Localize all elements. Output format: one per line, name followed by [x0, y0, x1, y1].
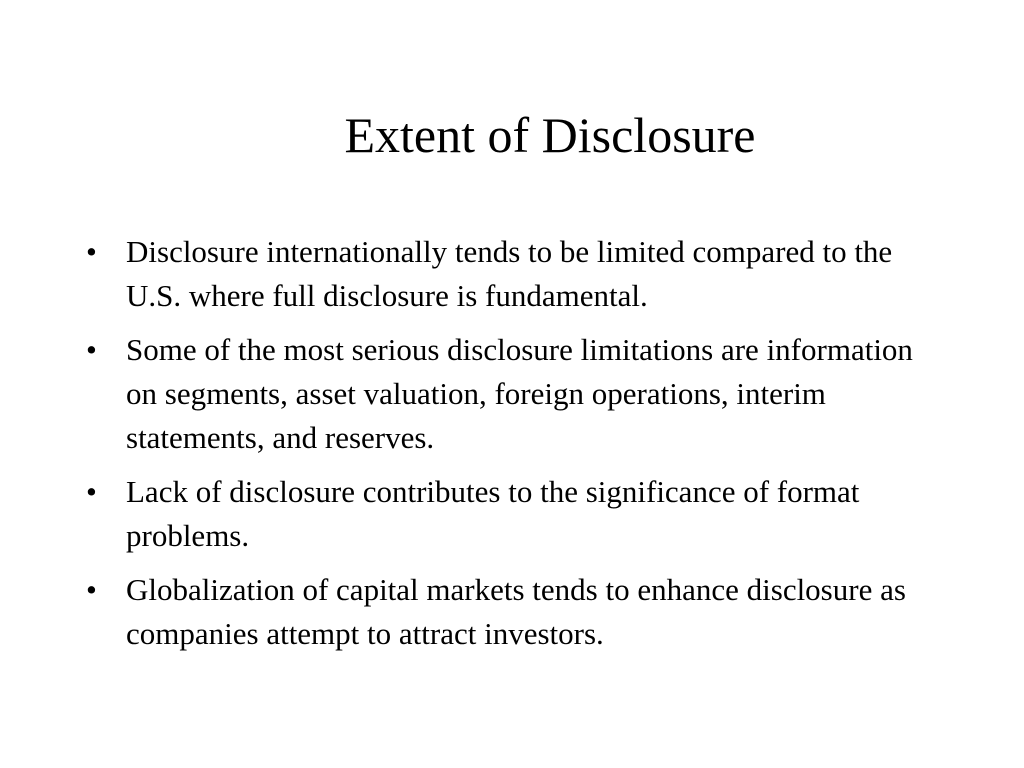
bullet-item [86, 230, 926, 318]
bullet-icon: • [86, 332, 97, 367]
bullet-item [86, 470, 926, 558]
bullet-text: Disclosure internationally tends to be limited compared to the U.S. where full disclosure is fundamental. [126, 234, 893, 313]
bullet-list [86, 230, 926, 666]
bullet-text: Some of the most serious disclosure limitations are information on segments, asset valuation, foreign operations, interim statements, and reserves. [126, 332, 913, 455]
bullet-text: Globalization of capital markets tends to enhance disclosure as companies attempt to attract investors. [126, 572, 906, 651]
bullet-text: Lack of disclosure contributes to the significance of format problems. [126, 474, 860, 553]
bullet-icon: • [86, 234, 97, 269]
bullet-icon: • [86, 572, 97, 607]
bullet-item [86, 328, 926, 460]
slide-title: Extent of Disclosure [344, 107, 756, 163]
bullet-icon: • [86, 474, 97, 509]
bullet-item [86, 568, 926, 656]
